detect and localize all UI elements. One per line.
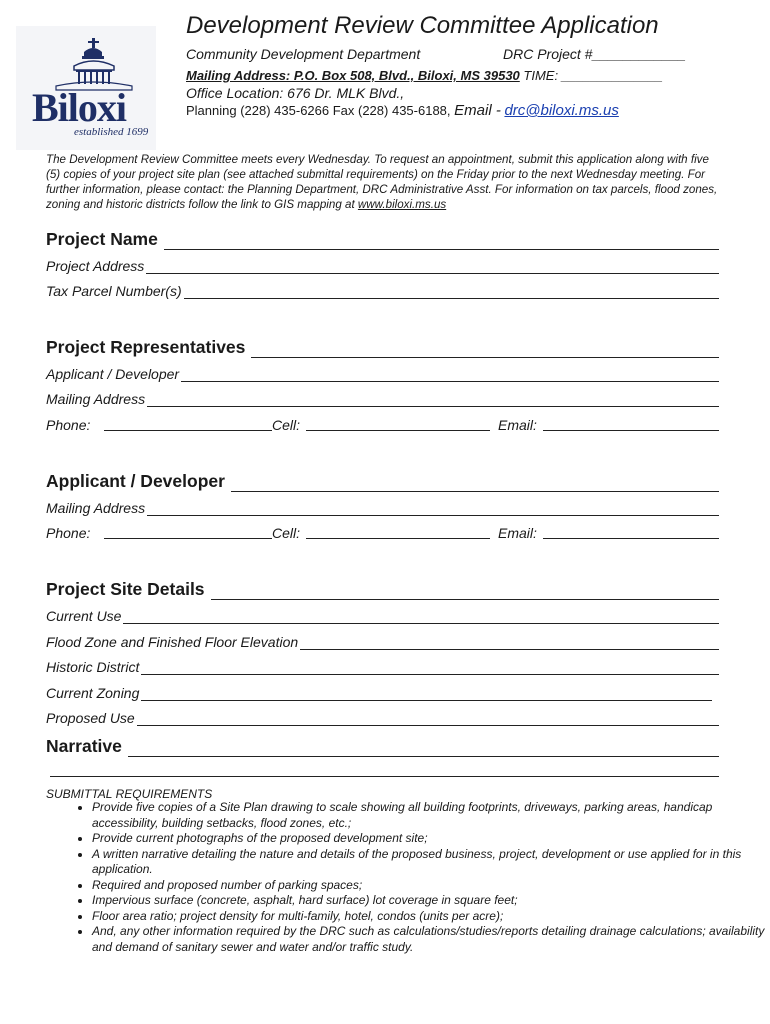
- email-label: Email -: [454, 102, 501, 119]
- list-item: • And, any other information required by the DRC such as calculations/studies/reports detailing drainage calculations; availability and demand of sanitary sewer and water and/or traffic study.: [92, 924, 770, 955]
- rep-phone-label: Phone:: [46, 417, 91, 433]
- page-title: Development Review Committee Application: [186, 12, 659, 39]
- flood-zone-field[interactable]: [46, 630, 719, 650]
- project-address-field[interactable]: [46, 254, 719, 274]
- applicant-phone-label: Phone:: [46, 525, 91, 541]
- site-details-heading: Project Site Details: [46, 579, 205, 599]
- list-item: • Floor area ratio; project density for multi-family, hotel, condos (units per acre);: [92, 909, 770, 925]
- biloxi-logo: [16, 26, 156, 150]
- proposed-use-field[interactable]: [46, 706, 719, 726]
- applicant-developer-field[interactable]: [46, 468, 719, 492]
- narrative-field[interactable]: [46, 733, 719, 757]
- mailing-address-row: [186, 68, 663, 83]
- applicant-mailing-field[interactable]: [46, 496, 719, 516]
- applicant-cell-label: Cell:: [272, 525, 301, 541]
- applicant-email-label: Email:: [498, 525, 537, 541]
- project-address-label: Project Address: [46, 258, 145, 274]
- list-item: • A written narrative detailing the nature and details of the proposed business, project, development or use applied for in this application.: [92, 847, 770, 878]
- phone-fax: Planning (228) 435-6266 Fax (228) 435-6188,: [186, 103, 451, 118]
- submittal-heading: SUBMITTAL REQUIREMENTS: [46, 787, 213, 801]
- representatives-heading: Project Representatives: [46, 337, 246, 357]
- proposed-use-label: Proposed Use: [46, 710, 135, 726]
- historic-district-label: Historic District: [46, 659, 140, 675]
- project-name-field[interactable]: [46, 226, 719, 250]
- department: Community Development Department: [186, 46, 421, 62]
- time-field: TIME: ______________: [523, 68, 663, 83]
- applicant-mailing-label: Mailing Address: [46, 500, 146, 516]
- rep-mailing-field[interactable]: [46, 387, 719, 407]
- list-item: • Required and proposed number of parking spaces;: [92, 878, 770, 894]
- flood-zone-label: Flood Zone and Finished Floor Elevation: [46, 634, 299, 650]
- tax-parcel-field[interactable]: [46, 279, 719, 299]
- narrative-line-2[interactable]: [50, 776, 719, 777]
- current-zoning-label: Current Zoning: [46, 685, 140, 701]
- rep-cell-input[interactable]: [306, 430, 490, 431]
- rep-applicant-field[interactable]: [46, 362, 719, 382]
- mailing-address: Mailing Address: P.O. Box 508, Blvd., Biloxi, MS 39530: [186, 68, 520, 83]
- rep-email-input[interactable]: [543, 430, 719, 431]
- rep-email-label: Email:: [498, 417, 537, 433]
- rep-contact-row: [46, 413, 719, 433]
- applicant-heading: Applicant / Developer: [46, 471, 225, 491]
- current-use-field[interactable]: [46, 604, 719, 624]
- intro-paragraph: [46, 152, 722, 212]
- applicant-phone-input[interactable]: [104, 538, 272, 539]
- current-use-label: Current Use: [46, 608, 122, 624]
- applicant-contact-row: [46, 521, 719, 541]
- project-name-label: Project Name: [46, 229, 158, 249]
- drc-email-link[interactable]: drc@biloxi.ms.us: [504, 102, 619, 119]
- gis-link[interactable]: www.biloxi.ms.us: [357, 198, 447, 211]
- list-item: • Provide current photographs of the proposed development site;: [92, 831, 770, 847]
- historic-district-field[interactable]: [46, 655, 719, 675]
- applicant-email-input[interactable]: [543, 538, 719, 539]
- rep-applicant-label: Applicant / Developer: [46, 366, 180, 382]
- rep-phone-input[interactable]: [104, 430, 272, 431]
- applicant-cell-input[interactable]: [306, 538, 490, 539]
- contact-row: [186, 102, 619, 119]
- project-representatives-field[interactable]: [46, 334, 719, 358]
- narrative-heading: Narrative: [46, 736, 122, 756]
- rep-cell-label: Cell:: [272, 417, 301, 433]
- rep-mailing-label: Mailing Address: [46, 391, 146, 407]
- drc-project-field: DRC Project #____________: [503, 46, 686, 62]
- tax-parcel-label: Tax Parcel Number(s): [46, 283, 182, 299]
- list-item: • Impervious surface (concrete, asphalt, hard surface) lot coverage in square feet;: [92, 893, 770, 909]
- logo-wordmark: Biloxi: [32, 85, 127, 130]
- list-item: • Provide five copies of a Site Plan drawing to scale showing all building footprints, driveways, parking areas, handicap accessibility, building setbacks, flood zones, etc.;: [92, 800, 770, 831]
- current-zoning-field[interactable]: [46, 681, 712, 701]
- site-details-field[interactable]: [46, 576, 719, 600]
- office-location: Office Location: 676 Dr. MLK Blvd.,: [186, 85, 405, 101]
- submittal-list: [46, 800, 770, 955]
- intro-text: The Development Review Committee meets every Wednesday. To request an appointment, submit this application along with five (5) copies of your project site plan (see attached submittal requirements) on the Friday prior to the next Wednesday meeting. For further information, please contact: the Planning Department, DRC Administrative Asst. For information on tax parcels, flood zones, zoning and historic districts follow the link to GIS mapping at: [46, 153, 718, 211]
- logo-tagline: established 1699: [74, 126, 149, 138]
